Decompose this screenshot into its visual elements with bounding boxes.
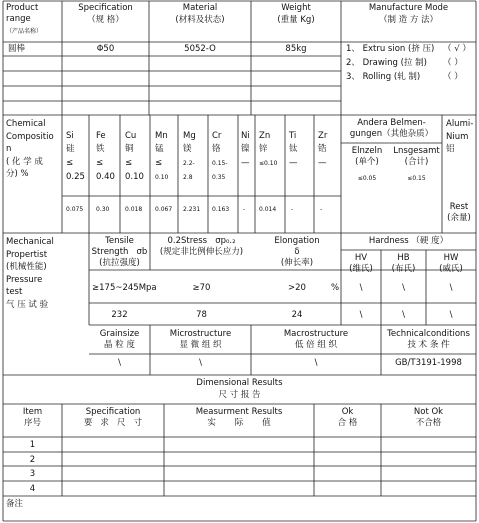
product-name-cn-label: （产品名称） [6,28,43,35]
manufacture-mode-cn-label: （制 造 方 法） [378,15,439,25]
product-range-label: Product range [6,3,39,24]
stress-standard: ≥70 [192,283,211,293]
element-limit: 0.10 [125,172,144,182]
hw-label: HW (威氏) [439,253,463,274]
total-impurity-label: Lnsgesamt (合计) [393,146,440,167]
mechanical-properties-label: Mechanical Propertist (机械性能) Pressure test 气 压 试 验 [6,237,54,310]
element-actual: - [243,206,246,213]
hb-label: HB (布氏) [391,253,416,274]
product-name-value: 圆棒 [8,44,26,54]
element-cn: 硅 [66,144,75,154]
element-actual: - [291,206,294,213]
specification-label: Specification [78,3,133,13]
element-limit: ≤0.10 [259,160,278,167]
not-ok-header: Not Ok 不合格 [413,407,444,428]
element-limit: 0.40 [96,172,115,182]
element-limit: — [241,158,250,168]
technical-conditions-label: Technicalconditions 技 术 条 件 [387,329,470,350]
mode-drawing-label: 2、 Drawing (拉 制) [346,58,427,68]
measurement-results-header: Measurment Results 实 际 值 [195,407,283,428]
element-symbol: Cr [212,131,222,141]
element-limit: 0.15- [212,160,228,167]
element-cn: 铁 [96,144,105,154]
single-impurity-limit: ≤0.05 [357,175,377,182]
element-limit: 0.25 [66,172,85,182]
element-actual: 0.075 [66,206,84,213]
grainsize-value: \ [118,358,121,368]
hardness-label: Hardness （硬 度） [368,236,449,246]
element-symbol: Fe [96,131,106,141]
tensile-strength-label: Tensile Strength σb (抗拉强度) [91,236,148,268]
element-cn: 锆 [318,144,327,154]
aluminium-rest-value: Rest (余量) [447,202,471,223]
chemical-composition-label: Chemical Compositio n ( 化 学 成 分) % [6,119,54,179]
microstructure-label: Microstructure 显 微 组 织 [169,329,232,350]
elongation-label: Elongation δ (伸长率) [274,236,320,268]
element-limit: 0.10 [155,174,169,181]
material-value: 5052-O [184,44,216,54]
element-symbol: Cu [125,131,137,141]
hb-actual: \ [402,310,405,320]
ok-header: Ok 合 格 [337,407,358,428]
element-actual: 0.30 [96,206,110,213]
element-symbol: Si [66,131,74,141]
element-cn: 铜 [125,144,134,154]
specification-header: Specification 要 求 尺 寸 [83,407,143,428]
specification-cn-label: （规 格） [87,15,124,25]
total-impurity-limit: ≤0.15 [407,175,426,182]
element-cn: 锌 [259,144,268,154]
tensile-standard: ≥175~245Mpa [92,283,157,293]
hw-actual: \ [449,310,453,320]
stress-actual: 78 [196,310,207,320]
hv-standard: \ [359,283,363,293]
element-symbol: Mn [155,131,168,141]
hv-actual: \ [359,310,363,320]
material-label: Material [182,3,218,13]
element-symbol: Mg [183,131,196,141]
manufacture-mode-label: Manufacture Mode [368,3,449,13]
elongation-standard: >20 [288,283,306,293]
element-cn: 铬 [212,144,221,154]
macrostructure-label: Macrostructure 低 倍 组 织 [283,329,349,350]
mode-drawing-checkbox[interactable]: （ ） [443,58,463,68]
other-impurities-label: Andera Belmen- gungen（其他杂质） [349,118,434,139]
element-actual: 0.018 [125,206,143,213]
element-limit: — [318,158,327,168]
weight-value: 85kg [285,44,307,54]
table-row: 3 [29,469,36,479]
element-symbol: Ni [241,131,250,141]
element-cn: 钛 [289,144,298,154]
element-limit: ≤ [96,158,104,168]
element-limit: 2.2- [183,160,195,167]
element-symbol: Ti [289,131,297,141]
hb-standard: \ [402,283,405,293]
tensile-actual: 232 [111,310,128,320]
element-actual: 0.014 [259,206,277,213]
element-cn: 锰 [155,144,164,154]
element-symbol: Zn [259,131,271,141]
single-impurity-label: Elnzeln (单个) [351,146,383,167]
mode-rolling-checkbox[interactable]: （ ） [443,72,463,82]
spec-value: Φ50 [96,44,115,54]
grainsize-label: Grainsize 晶 粒 度 [99,329,140,350]
elongation-actual: 24 [291,310,303,320]
element-limit: ≤ [155,158,163,168]
element-actual: 2.231 [183,206,201,213]
element-cn: 镁 [183,144,192,154]
element-actual: - [320,206,323,213]
dimensional-results-title: Dimensional Results [196,378,283,388]
elongation-unit: % [331,283,340,293]
element-symbol: Zr [318,131,328,141]
item-header: Item 序号 [22,407,43,428]
microstructure-value: \ [199,358,202,368]
element-limit: ≤ [125,158,133,168]
element-limit: 2.8 [183,174,193,181]
remarks-label: 备注 [6,499,24,509]
mode-extrusion-checkbox[interactable]: （ √ ） [443,44,471,54]
hw-standard: \ [449,283,453,293]
table-row: 4 [29,484,36,494]
element-actual: 0.067 [155,206,173,213]
hv-label: HV (维氏) [349,253,373,274]
element-cn: 镍 [241,144,250,154]
weight-label: Weight [281,3,311,13]
table-row: 2 [29,455,36,465]
yield-stress-label: 0.2Stress σp₀.₂ (规定非比例伸长应力) [159,236,244,257]
mode-rolling-label: 3、 Rolling (轧 制) [346,72,421,82]
table-row: 1 [29,440,36,450]
dimensional-results-title-cn: 尺 寸 报 告 [218,390,261,400]
element-actual: 0.163 [212,206,230,213]
macrostructure-value: \ [314,358,318,368]
element-limit: — [289,158,298,168]
mode-extrusion-label: 1、 Extru sion (挤 压) [346,44,435,54]
aluminium-label: Alumi- Nium 铝 [446,119,474,154]
element-limit: ≤ [66,158,74,168]
material-cn-label: (材料及状态) [175,15,225,25]
technical-conditions-value: GB/T3191-1998 [395,358,462,368]
weight-cn-label: (重量 Kg) [277,15,315,25]
element-limit: 0.35 [212,174,226,181]
